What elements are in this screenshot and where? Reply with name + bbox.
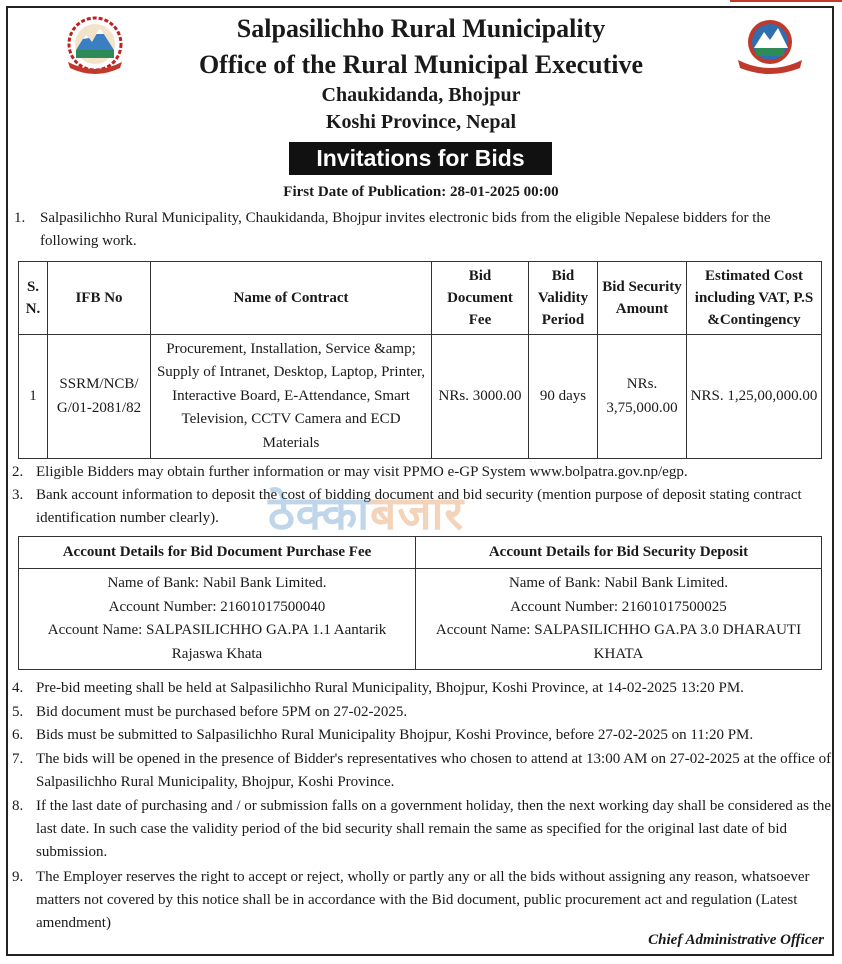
- item-number: 3.: [12, 487, 24, 503]
- municipality-name: Salpasilichho Rural Municipality: [236, 14, 606, 43]
- invitation-banner: Invitations for Bids: [289, 142, 552, 175]
- item-text-8: If the last date of purchasing and / or submission falls on a government holiday, then the next working day shall be considered as the last date. In such case the validity period of the bid security shall remain the same as specified for the original last date of bid submission.: [36, 798, 832, 860]
- col-header-security-deposit: Account Details for Bid Security Deposit: [416, 537, 822, 569]
- cell-validity: 90 days: [529, 335, 598, 459]
- table-header-row: [19, 537, 822, 569]
- cell-ifb-no: SSRM/NCB/ G/01-2081/82: [48, 335, 151, 459]
- col-header-contract-name: Name of Contract: [151, 262, 432, 335]
- account-number: Account Number: 21601017500025: [510, 598, 727, 615]
- item-number: 6.: [12, 727, 24, 743]
- account-table: [18, 536, 822, 670]
- col-header-sn: S. N.: [19, 262, 48, 335]
- item-text-7: The bids will be opened in the presence of Bidder's representatives who chosen to attend at 13:00 AM on 27-02-2025 at the office of Salpasilichho Rural Municipality, Bhojpur, Koshi Province.: [36, 751, 832, 790]
- col-header-doc-fee: Bid Document Fee: [432, 262, 529, 335]
- item-number: 2.: [12, 464, 24, 480]
- cell-security: NRs. 3,75,000.00: [598, 335, 687, 459]
- address-line-1: Chaukidanda, Bhojpur: [321, 84, 521, 106]
- top-accent-bar: [730, 0, 842, 2]
- item-number: 4.: [12, 680, 24, 696]
- item-number: 1.: [14, 210, 26, 226]
- col-header-estimated-cost: Estimated Cost including VAT, P.S &Contingency: [687, 262, 822, 335]
- cell-sn: 1: [19, 335, 48, 459]
- account-name: Account Name: SALPASILICHHO GA.PA 3.0 DHARAUTI KHATA: [435, 622, 802, 662]
- cell-estimated-cost: NRS. 1,25,00,000.00: [687, 335, 822, 459]
- item-number: 5.: [12, 704, 24, 720]
- item-text-5: Bid document must be purchased before 5PM on 27-02-2025.: [36, 704, 408, 720]
- item-text-4: Pre-bid meeting shall be held at Salpasilichho Rural Municipality, Bhojpur, Koshi Province, at 14-02-2025 13:20 PM.: [36, 680, 744, 696]
- address-line-2: Koshi Province, Nepal: [325, 111, 517, 133]
- contract-table: [18, 261, 822, 459]
- item-number: 9.: [12, 869, 24, 885]
- cell-security-deposit-account: [416, 569, 822, 670]
- office-name: Office of the Rural Municipal Executive: [198, 50, 644, 79]
- col-header-purchase-fee: Account Details for Bid Document Purchase Fee: [19, 537, 416, 569]
- item-number: 8.: [12, 798, 24, 814]
- col-header-validity: Bid Validity Period: [529, 262, 598, 335]
- account-name: Account Name: SALPASILICHHO GA.PA 1.1 Aantarik Rajaswa Khata: [47, 622, 387, 662]
- col-header-security: Bid Security Amount: [598, 262, 687, 335]
- watermark-logo: [268, 481, 464, 543]
- item-text-3: Bank account information to deposit the cost of bidding document and bid security (mention purpose of deposit stating contract identification number clearly).: [36, 487, 802, 526]
- publication-date: First Date of Publication: 28-01-2025 00:00: [283, 184, 559, 200]
- table-header-row: [19, 262, 822, 335]
- account-number: Account Number: 21601017500040: [108, 598, 326, 615]
- item-number: 7.: [12, 751, 24, 767]
- cell-contract-name: Procurement, Installation, Service &amp; Supply of Intranet, Desktop, Laptop, Printer, Interactive Board, E-Attendance, Smart Television, CCTV Camera and ECD Materials: [151, 335, 432, 459]
- item-text-9: The Employer reserves the right to accept or reject, wholly or partly any or all the bids without assigning any reason, whatsoever matters not covered by this notice shall be in accordance with the Bid document, public procurement act and regulation (Latest amendment): [36, 869, 810, 931]
- table-row: [19, 569, 822, 670]
- col-header-ifb-no: IFB No: [48, 262, 151, 335]
- watermark-part-2: बजार: [370, 486, 465, 540]
- item-text-1: Salpasilichho Rural Municipality, Chaukidanda, Bhojpur invites electronic bids from the eligible Nepalese bidders for the following work.: [40, 210, 771, 249]
- bank-name: Name of Bank: Nabil Bank Limited.: [508, 575, 729, 591]
- watermark-part-1: ठेक्का: [268, 486, 371, 540]
- cell-doc-fee: NRs. 3000.00: [432, 335, 529, 459]
- item-text-2: Eligible Bidders may obtain further information or may visit PPMO e-GP System www.bolpatra.gov.np/egp.: [36, 464, 688, 480]
- signature-title: Chief Administrative Officer: [648, 932, 824, 948]
- table-row: [19, 335, 822, 459]
- item-text-6: Bids must be submitted to Salpasilichho Rural Municipality Bhojpur, Koshi Province, before 27-02-2025 on 11:20 PM.: [36, 727, 754, 743]
- bank-name: Name of Bank: Nabil Bank Limited.: [107, 575, 327, 591]
- cell-purchase-fee-account: [19, 569, 416, 670]
